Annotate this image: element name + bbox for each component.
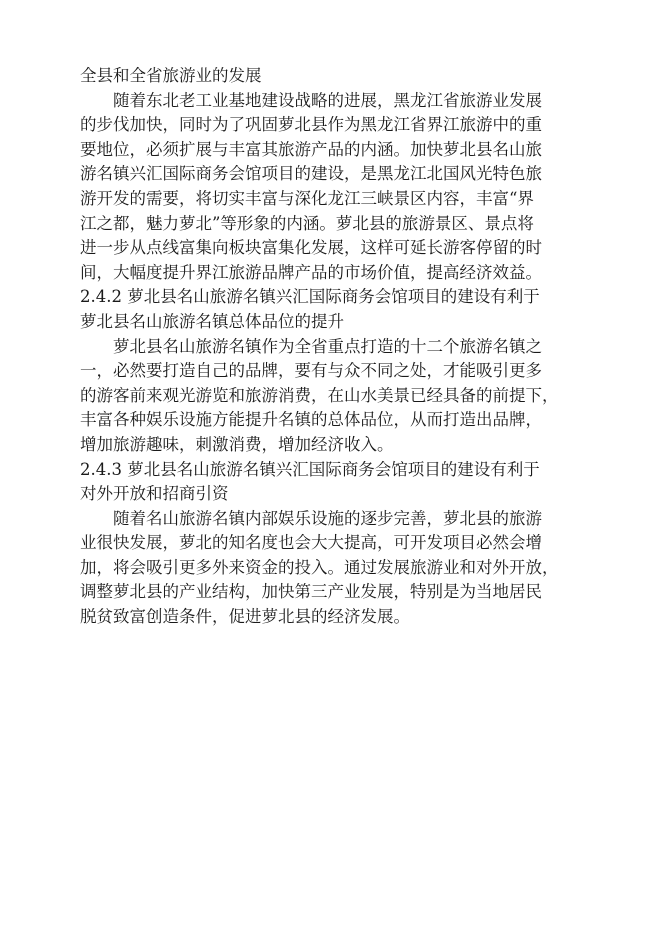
text-line: 江之都，魅力萝北”等形象的内涵。萝北县的旅游景区、景点将 [80, 213, 534, 233]
text-line: 全县和全省旅游业的发展 [80, 66, 262, 85]
heading-line: 对外开放和招商引资 [80, 484, 229, 504]
paragraph-continuation [80, 64, 582, 89]
heading-line: 萝北县名山旅游名镇总体品位的提升 [80, 311, 344, 331]
text-line: 游名镇兴汇国际商务会馆项目的建设，是黑龙江北国风光特色旅 [80, 164, 542, 184]
section-heading-2-4-3 [80, 458, 582, 507]
paragraph-opening-up [80, 507, 582, 630]
text-line: 萝北县名山旅游名镇作为全省重点打造的十二个旅游名镇之 [113, 336, 542, 356]
text-line: 增加旅游趣味，刺激消费，增加经济收入。 [80, 434, 394, 454]
text-line: 的游客前来观光游览和旅游消费，在山水美景已经具备的前提下， [80, 385, 559, 405]
text-line: 进一步从点线富集向板块富集化发展，这样可延长游客停留的时 [80, 238, 542, 258]
text-line: 脱贫致富创造条件，促进萝北县的经济发展。 [80, 607, 410, 627]
text-line: 间，大幅度提升界江旅游品牌产品的市场价值，提高经济效益。 [80, 262, 542, 282]
text-line: 一，必然要打造自己的品牌，要有与众不同之处，才能吸引更多 [80, 361, 542, 381]
text-line: 调整萝北县的产业结构，加快第三产业发展，特别是为当地居民 [80, 582, 542, 602]
text-line: 的步伐加快，同时为了巩固萝北县作为黑龙江省界江旅游中的重 [80, 115, 542, 135]
text-line: 丰富各种娱乐设施方能提升名镇的总体品位，从而打造出品牌， [80, 410, 542, 430]
text-line: 加，将会吸引更多外来资金的投入。通过发展旅游业和对外开放， [80, 557, 559, 577]
section-heading-2-4-2 [80, 285, 582, 334]
text-line: 业很快发展，萝北的知名度也会大大提高，可开发项目必然会增 [80, 533, 542, 553]
text-line: 随着名山旅游名镇内部娱乐设施的逐步完善，萝北县的旅游 [113, 508, 542, 528]
heading-line: 2.4.3 萝北县名山旅游名镇兴汇国际商务会馆项目的建设有利于 [80, 459, 540, 479]
text-line: 游开发的需要，将切实丰富与深化龙江三峡景区内容，丰富“界 [80, 188, 534, 208]
text-line: 要地位，必须扩展与丰富其旅游产品的内涵。加快萝北县名山旅 [80, 139, 542, 159]
text-line: 随着东北老工业基地建设战略的进展，黑龙江省旅游业发展 [113, 90, 542, 110]
paragraph-town-quality [80, 335, 582, 458]
heading-line: 2.4.2 萝北县名山旅游名镇兴汇国际商务会馆项目的建设有利于 [80, 287, 540, 307]
document-body [80, 64, 582, 630]
paragraph-tourism-development [80, 89, 582, 286]
